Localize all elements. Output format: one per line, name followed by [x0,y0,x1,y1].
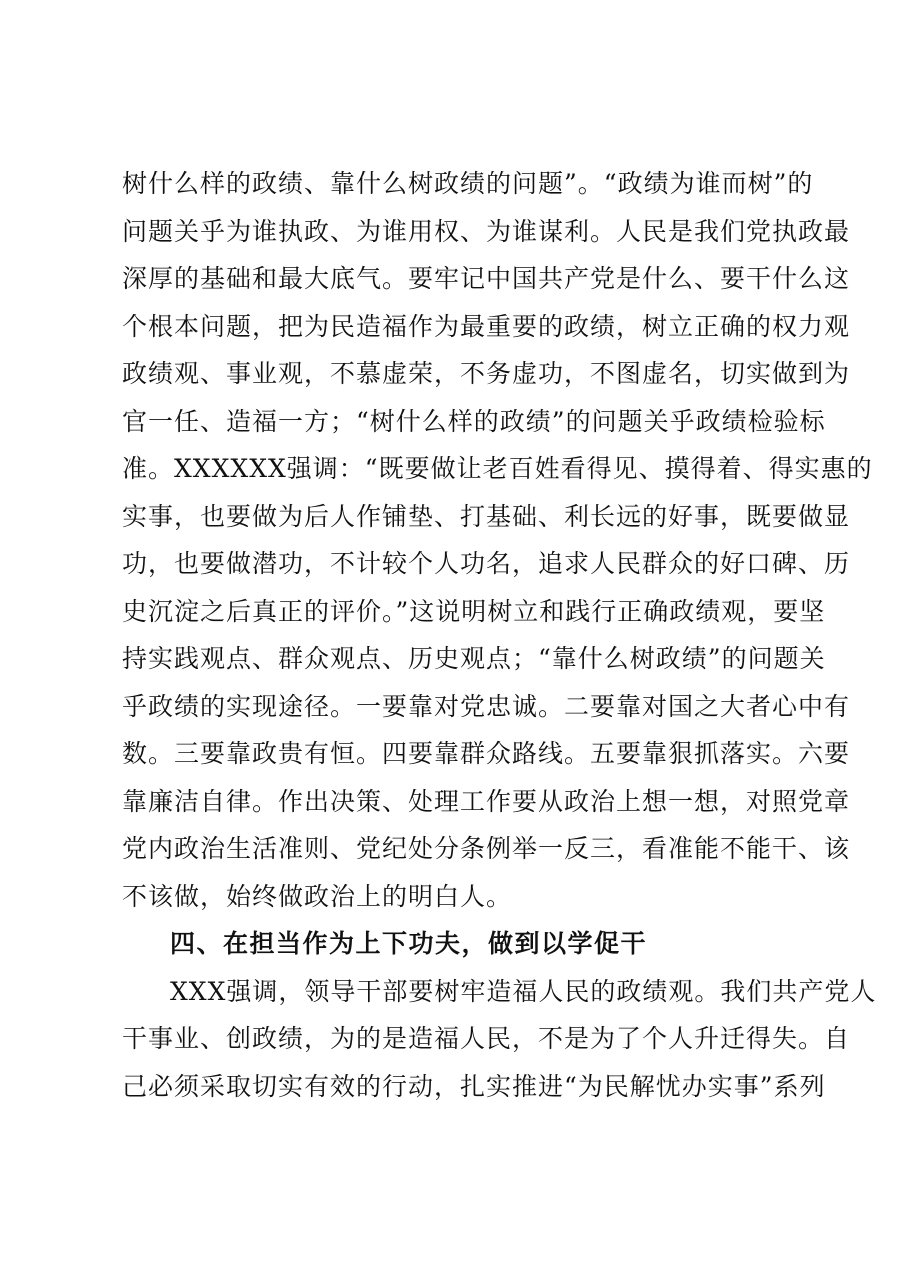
text-line: 准。XXXXXX强调：“既要做让老百姓看得见、摸得着、得实惠的 [122,454,873,483]
document-body [122,160,877,1110]
text-line: 乎政绩的实现途径。一要靠对党忠诚。二要靠对国之大者心中有 [122,691,851,721]
text-line: 史沉淀之后真正的评价。”这说明树立和践行正确政绩观，要坚 [122,596,826,626]
paragraph-2 [122,968,877,1111]
text-line: 靠廉洁自律。作出决策、处理工作要从政治上想一想，对照党章 [122,786,851,816]
text-line: 功，也要做潜功，不计较个人功名，追求人民群众的好口碑、历 [122,549,851,578]
text-line: 干事业、创政绩，为的是造福人民，不是为了个人升迁得失。自 [122,1024,851,1053]
text-line: 官一任、造福一方；“树什么样的政绩”的问题关乎政绩检验标 [122,406,826,436]
text-line: 深厚的基础和最大底气。要牢记中国共产党是什么、要干什么这 [122,264,851,293]
paragraph-1 [122,160,873,920]
text-line: 己必须采取切实有效的行动，扎实推进“为民解忧办实事”系列 [122,1071,826,1101]
text-line: XXX强调，领导干部要树牢造福人民的政绩观。我们共产党人 [170,976,877,1006]
text-line: 党内政治生活准则、党纪处分条例举一反三，看准能不能干、该 [122,834,851,863]
section-heading: 四、在担当作为上下功夫，做到以学促干 [170,929,648,958]
text-line: 持实践观点、群众观点、历史观点；“靠什么树政绩”的问题关 [122,644,826,673]
text-line: 个根本问题，把为民造福作为最重要的政绩，树立正确的权力观 [122,311,851,341]
text-line: 树什么样的政绩、靠什么树政绩的问题”。“政绩为谁而树”的 [122,169,814,198]
text-line: 数。三要靠政贵有恒。四要靠群众路线。五要靠狠抓落实。六要 [122,739,851,768]
text-line: 不该做，始终做政治上的明白人。 [122,881,513,911]
text-line: 问题关乎为谁执政、为谁用权、为谁谋利。人民是我们党执政最 [122,216,851,246]
text-line: 政绩观、事业观，不慕虚荣，不务虚功，不图虚名，切实做到为 [122,359,851,388]
text-line: 实事，也要做为后人作铺垫、打基础、利长远的好事，既要做显 [122,501,851,531]
